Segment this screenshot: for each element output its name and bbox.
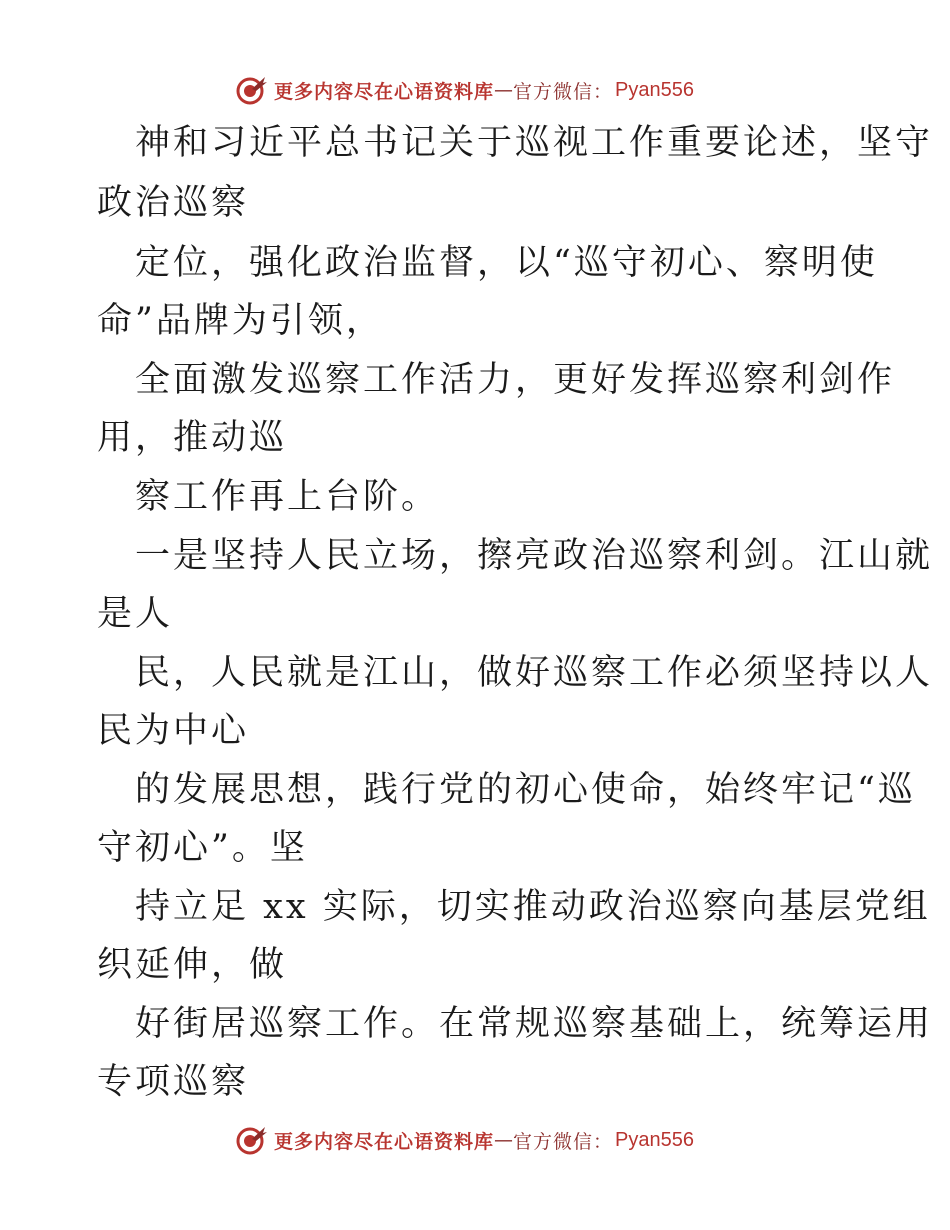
banner-official-label: 官方微信： xyxy=(513,1130,614,1153)
body-line: 神和习近平总书记关于巡视工作重要论述，坚守 xyxy=(135,123,934,163)
quill-logo-icon xyxy=(236,1124,268,1156)
body-line: 的发展思想，践行党的初心使命，始终牢记“巡 xyxy=(135,770,916,810)
banner-main-text: 更多内容尽在心语资料库 xyxy=(274,80,495,103)
body-line: 民，人民就是江山，做好巡察工作必须坚持以人 xyxy=(135,653,934,693)
body-line: 守初心”。坚 xyxy=(97,828,308,868)
body-line: 民为中心 xyxy=(97,711,250,751)
banner-wechat-id: Pyan556 xyxy=(615,1128,694,1151)
body-line: 持立足 xx 实际，切实推动政治巡察向基层党组 xyxy=(135,887,931,927)
banner-main-text: 更多内容尽在心语资料库 xyxy=(274,1130,495,1153)
banner-dash: — xyxy=(494,1129,514,1151)
body-line: 定位，强化政治监督，以“巡守初心、察明使 xyxy=(135,243,878,283)
body-line: 察工作再上台阶。 xyxy=(135,477,440,517)
body-line: 织延伸，做 xyxy=(97,945,288,985)
footer-banner xyxy=(236,1122,756,1158)
banner-official-label: 官方微信： xyxy=(513,80,614,103)
banner-wechat-id: Pyan556 xyxy=(615,78,694,101)
body-line: 一是坚持人民立场，擦亮政治巡察利剑。江山就 xyxy=(135,536,934,576)
body-line: 政治巡察 xyxy=(97,183,250,223)
body-line: 专项巡察 xyxy=(97,1062,250,1102)
banner-dash: — xyxy=(494,79,514,101)
body-line: 全面激发巡察工作活力，更好发挥巡察利剑作 xyxy=(135,360,896,400)
body-line: 命”品牌为引领， xyxy=(97,301,384,341)
body-line: 好街居巡察工作。在常规巡察基础上，统筹运用 xyxy=(135,1004,934,1044)
body-line: 是人 xyxy=(97,594,174,634)
body-line: 用，推动巡 xyxy=(97,418,288,458)
